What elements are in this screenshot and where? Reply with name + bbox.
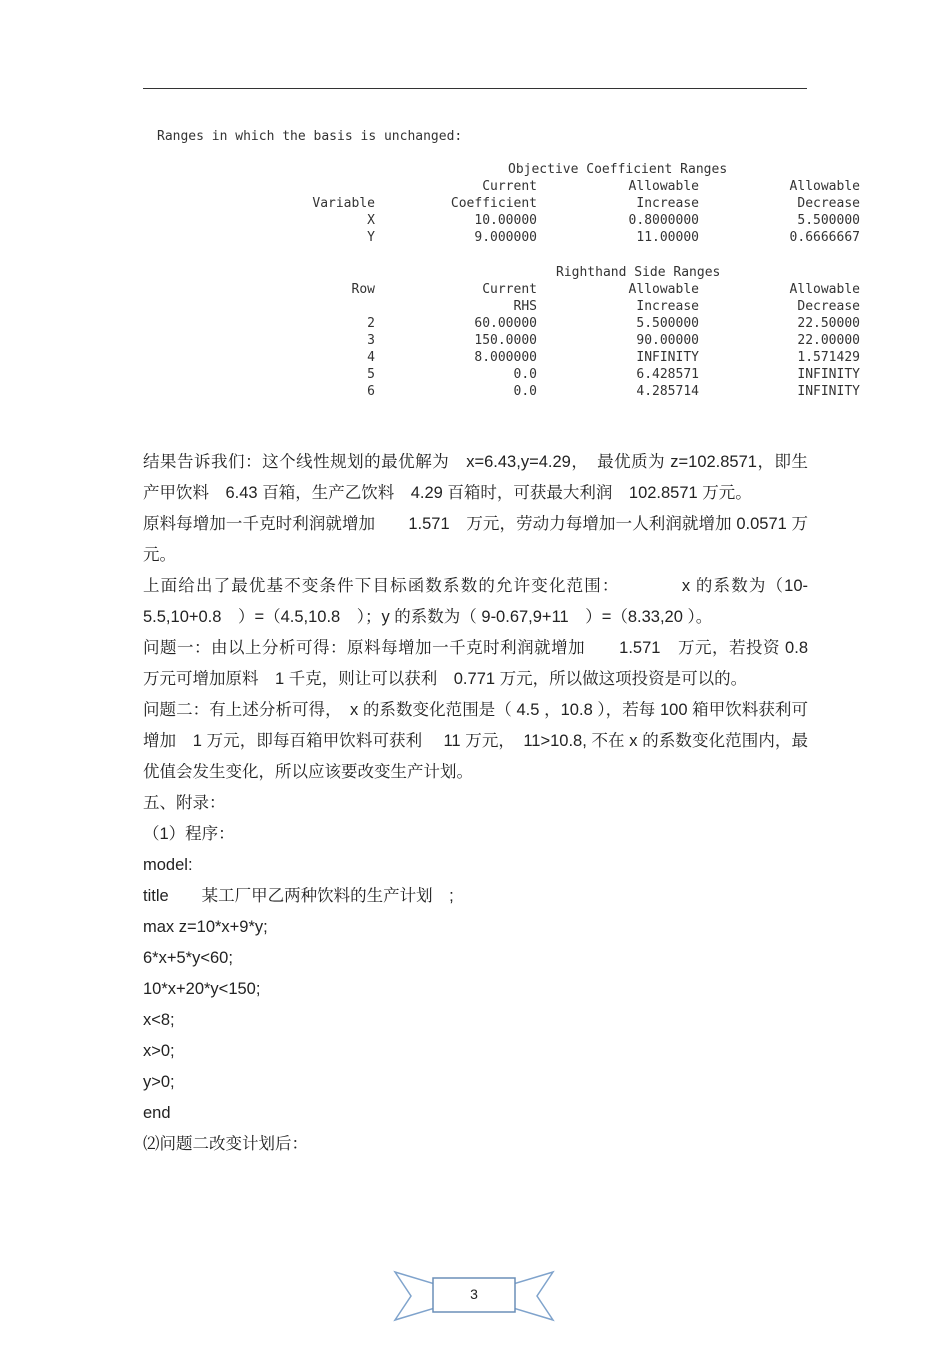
table-row — [150, 367, 870, 384]
ranges-heading: Ranges in which the basis is unchanged: — [157, 129, 463, 144]
table-header-row — [150, 179, 870, 196]
table-cell: 11.00000 — [636, 230, 699, 245]
page-number-badge — [393, 1266, 555, 1326]
table-cell: 0.6666667 — [789, 230, 860, 245]
table-cell: 90.00000 — [636, 333, 699, 348]
code-line: title 某工厂甲乙两种饮料的生产计划 ; — [143, 887, 454, 905]
header-cell: Current — [482, 179, 537, 194]
table-cell: 6.428571 — [636, 367, 699, 382]
table-cell: 8.000000 — [474, 350, 537, 365]
code-line: x>0; — [143, 1042, 175, 1060]
table-header-row — [150, 299, 870, 316]
page-number: 3 — [470, 1286, 478, 1302]
objective-ranges-title: Objective Coefficient Ranges — [508, 162, 728, 177]
table-cell: 0.8000000 — [628, 213, 699, 228]
code-line: 6*x+5*y<60; — [143, 949, 233, 967]
header-cell: Coefficient — [450, 196, 537, 211]
result-paragraph: 结果告诉我们：这个线性规划的最优解为 x=6.43,y=4.29， 最优质为 z=102.8571，即生产甲饮料 6.43 百箱，生产乙饮料 4.29 百箱时，可获最大利润 102.8571 万元。 — [143, 453, 808, 502]
question-two-paragraph: 问题二：有上述分析可得， x 的系数变化范围是（ 4.5 ，10.8 ），若每 100 箱甲饮料获利可增加 1 万元，即每百箱甲饮料可获利 11 万元， 11>10.8, 不在 x 的系数变化范围内，最优值会发生变化，所以应该要改变生产计划。 — [143, 701, 808, 781]
header-cell: Allowable — [628, 179, 699, 194]
header-cell: Allowable — [628, 282, 699, 297]
table-row — [150, 350, 870, 367]
table-row — [150, 333, 870, 350]
table-cell: 3 — [367, 333, 375, 348]
table-cell: INFINITY — [636, 350, 699, 365]
table-cell: 2 — [367, 316, 375, 331]
table-cell: 150.0000 — [474, 333, 537, 348]
table-cell: Y — [367, 230, 375, 245]
lindo-range-output — [150, 124, 870, 414]
header-cell: Row — [351, 282, 375, 297]
table-cell: 9.000000 — [474, 230, 537, 245]
table-row — [150, 213, 870, 230]
table-header-row — [150, 196, 870, 213]
header-cell: Increase — [636, 196, 699, 211]
table-cell: INFINITY — [797, 367, 860, 382]
table-cell: 22.00000 — [797, 333, 860, 348]
table-cell: X — [367, 213, 375, 228]
code-line: y>0; — [143, 1073, 175, 1091]
code-line: 10*x+20*y<150; — [143, 980, 261, 998]
header-cell: Allowable — [789, 179, 860, 194]
table-header-row — [150, 282, 870, 299]
header-cell: Increase — [636, 299, 699, 314]
code-listing — [143, 850, 808, 1129]
table-row — [150, 316, 870, 333]
table-cell: 6 — [367, 384, 375, 399]
table-cell: 22.50000 — [797, 316, 860, 331]
table-row — [150, 230, 870, 247]
table-cell: 0.0 — [513, 384, 537, 399]
table-cell: 5.500000 — [636, 316, 699, 331]
table-cell: INFINITY — [797, 384, 860, 399]
table-cell: 5.500000 — [797, 213, 860, 228]
code-line: end — [143, 1104, 171, 1122]
rhs-ranges-title: Righthand Side Ranges — [556, 265, 721, 280]
appendix-heading: 五、附录： — [143, 794, 226, 812]
table-cell: 1.571429 — [797, 350, 860, 365]
table-cell: 4.285714 — [636, 384, 699, 399]
shadow-price-paragraph: 原料每增加一千克时利润就增加 1.571 万元，劳动力每增加一人利润就增加 0.0571 万元。 — [143, 515, 808, 564]
header-cell: Current — [482, 282, 537, 297]
header-cell: RHS — [513, 299, 537, 314]
body-text — [143, 447, 808, 1160]
code-line: model: — [143, 856, 193, 874]
header-cell: Decrease — [797, 196, 860, 211]
table-row — [150, 384, 870, 401]
question-one-paragraph: 问题一：由以上分析可得：原料每增加一千克时利润就增加 1.571 万元，若投资 0.8 万元可增加原料 1 千克，则让可以获利 0.771 万元，所以做这项投资是可以的。 — [143, 639, 808, 688]
table-cell: 10.00000 — [474, 213, 537, 228]
header-rule — [143, 88, 807, 89]
table-cell: 60.00000 — [474, 316, 537, 331]
code-line: max z=10*x+9*y; — [143, 918, 268, 936]
code-line: x<8; — [143, 1011, 175, 1029]
header-cell: Variable — [312, 196, 375, 211]
table-cell: 0.0 — [513, 367, 537, 382]
table-cell: 5 — [367, 367, 375, 382]
header-cell: Decrease — [797, 299, 860, 314]
program-heading: （1）程序： — [143, 825, 235, 843]
plan-change-heading: ⑵问题二改变计划后： — [143, 1135, 308, 1153]
table-cell: 4 — [367, 350, 375, 365]
coefficient-range-paragraph: 上面给出了最优基不变条件下目标函数系数的允许变化范围： x 的系数为（10-5.5,10+0.8 ）=（4.5,10.8 ）；y 的系数为（ 9-0.67,9+11 ）=（8.33,20 ）。 — [143, 577, 808, 626]
header-cell: Allowable — [789, 282, 860, 297]
